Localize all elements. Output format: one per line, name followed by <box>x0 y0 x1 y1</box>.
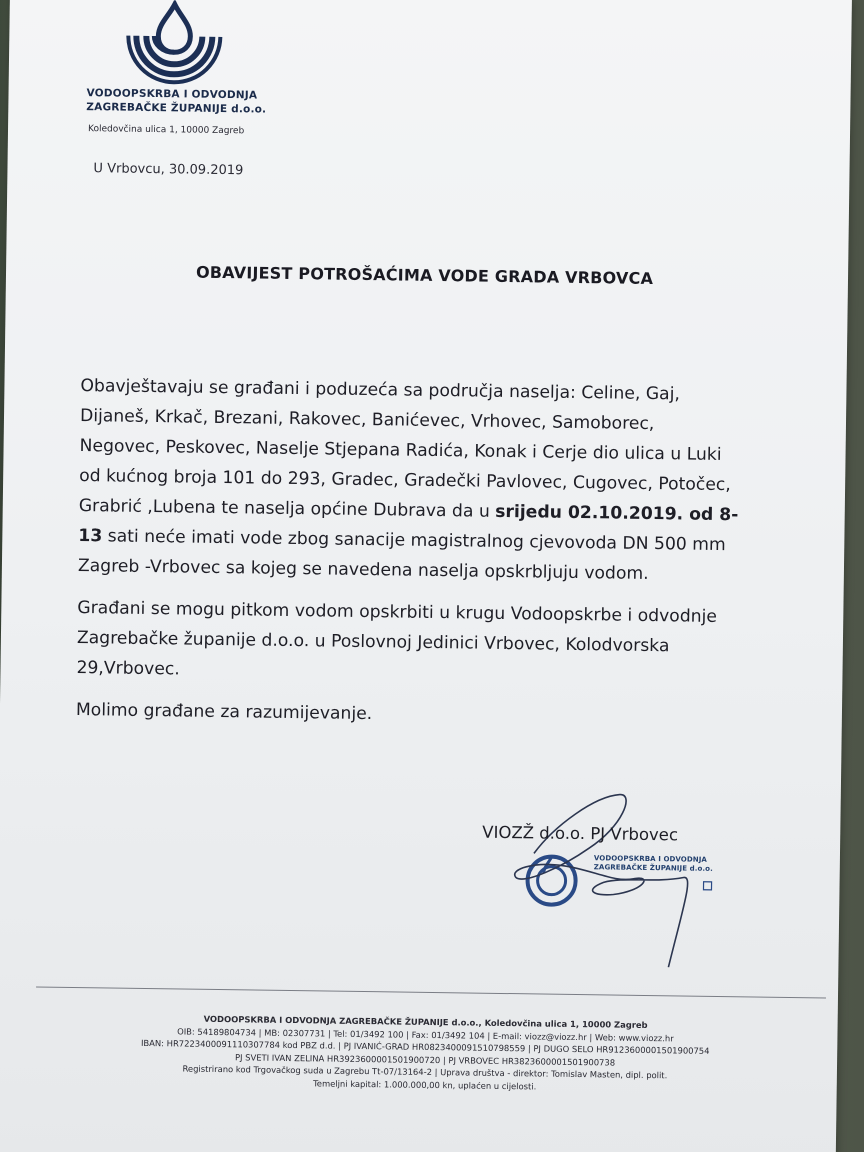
stamp-text-line1: VODOOPSKRBA I ODVODNJA <box>593 854 708 864</box>
paragraph-supply: Građani se mogu pitkom vodom opskrbiti u krugu Vodoopskrbe i odvodnje Zagrebačke županije d.o.o. u Poslovnoj Jedinici Vrbovec, Kolodvorska 29,Vrbovec. <box>76 598 718 680</box>
stamp-text-line2: ZAGREBAČKE ŽUPANIJE d.o.o. <box>593 863 713 873</box>
footer-line-registration: Registrirano kod Trgovačkog suda u Zagrebu Tt-07/13164-2 | Uprava društva - direktor: Tomislav Masten, dipl. polit. <box>182 1063 668 1081</box>
footer-line-capital: Temeljni kapital: 1.000.000,00 kn, uplaćen u cijelosti. <box>313 1077 537 1091</box>
paragraph-outage <box>78 371 741 590</box>
outage-date-time: srijedu 02.10.2019. od 8-13 <box>78 501 739 547</box>
company-address: Koledovčina ulica 1, 10000 Zagreb <box>87 124 245 137</box>
date-line: U Vrbovcu, 30.09.2019 <box>93 161 244 179</box>
footer-line-iban-2: PJ SVETI IVAN ZELINA HR3923600001501900720 | PJ VRBOVEC HR3823600001501900738 <box>234 1051 616 1068</box>
company-name-line2: ZAGREBAČKE ŽUPANIJE d.o.o. <box>86 101 267 116</box>
signature-label: VIOZŽ d.o.o. PJ Vrbovec <box>482 822 679 845</box>
water-drop-logo-icon <box>114 0 235 91</box>
paragraph-closing: Molimo građane za razumijevanje. <box>75 699 373 725</box>
letter-footer <box>45 1011 806 1097</box>
footer-divider <box>36 986 826 998</box>
company-name-line1: VODOOPSKRBA I ODVODNJA <box>86 87 258 102</box>
footer-line-contact: OIB: 54189804734 | MB: 02307731 | Tel: 01/3492 100 | Fax: 01/3492 104 | E-mail: viozz@viozz.hr | Web: www.viozz.hr <box>177 1025 674 1043</box>
paragraph-outage-part1: Obavještavaju se građani i poduzeća sa područja naselja: Celine, Gaj, Dijaneš, Krkač, Brezani, Rakovec, Banićevec, Vrhovec, Samoborec, Negovec, Peskovec, Naselje Stjepana Radića, Konak i Cerje dio ulica u Luki od kućnog broja 101 do 293, Gradec, Gradečki Pavlovec, Cugovec, Potočec, Grabrić ,Lubena te naselja općine Dubrava da u <box>78 376 731 522</box>
footer-line-iban: IBAN: HR7223400091110307784 kod PBZ d.d. | PJ IVANIĆ-GRAD HR0823400091510798559 | PJ DUGO SELO HR9123600001501900754 <box>140 1037 710 1056</box>
footer-line-company: VODOOPSKRBA I ODVODNJA ZAGREBAČKE ŽUPANIJE d.o.o., Koledovčina ulica 1, 10000 Zagreb <box>203 1013 648 1031</box>
notice-body <box>76 371 741 746</box>
paragraph-outage-part2: sati neće imati vode zbog sanacije magistralnog cjevovoda DN 500 mm Zagreb -Vrbovec sa kojeg se navedena naselja opskrbljuju vodom. <box>77 526 726 584</box>
stamp-text <box>594 854 713 874</box>
company-name <box>86 86 266 117</box>
notice-title: OBAVIJEST POTROŠAĆIMA VODE GRADA VRBOVCA <box>195 262 654 289</box>
stamp-and-signature-icon <box>492 785 724 968</box>
